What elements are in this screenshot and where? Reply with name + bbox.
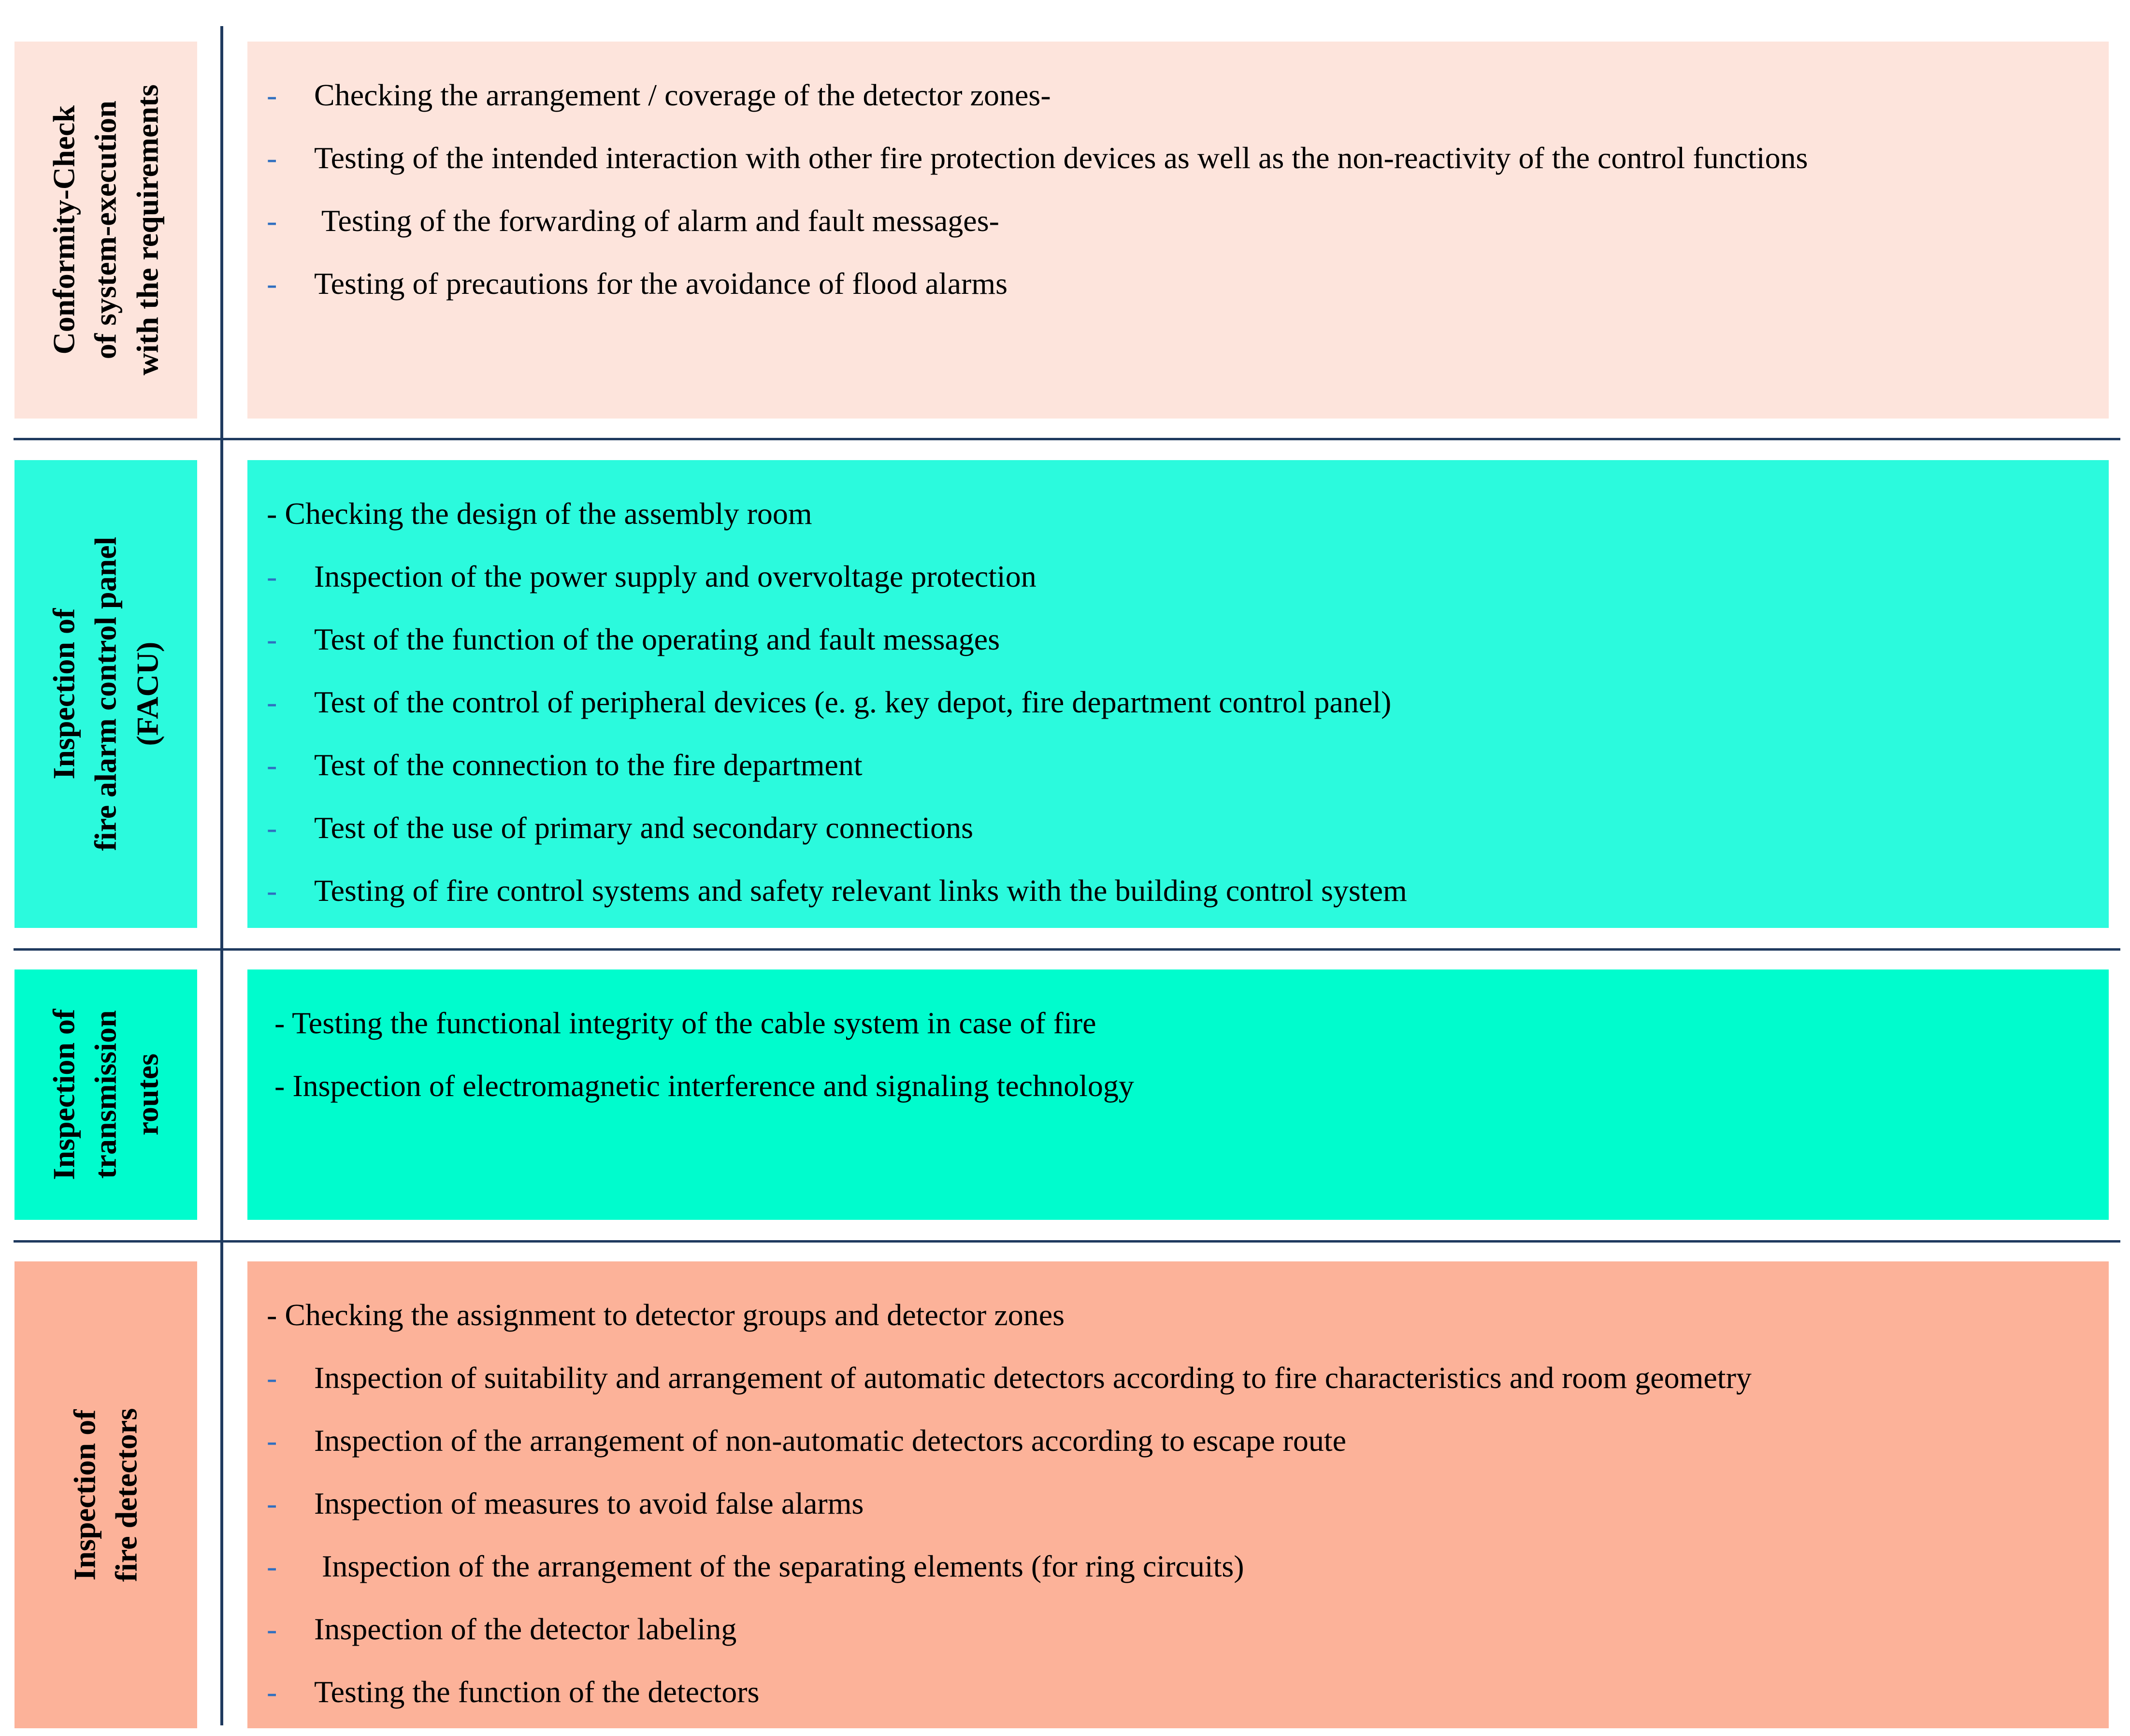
section-label xyxy=(43,85,168,376)
label-line: transmission xyxy=(88,1010,123,1179)
item-text: - Testing the functional integrity of the cable system in case of fire xyxy=(267,1006,1096,1040)
dash-bullet: - xyxy=(267,810,277,845)
list-item xyxy=(267,127,2089,189)
dash-bullet: - xyxy=(267,1549,277,1583)
list-item xyxy=(267,1598,2089,1661)
section-label-box xyxy=(14,969,197,1220)
list-item xyxy=(267,734,2089,796)
dash-bullet: - xyxy=(267,685,277,719)
list-item xyxy=(267,1409,2089,1472)
section-label xyxy=(43,1009,168,1180)
dash-bullet: - xyxy=(267,559,277,593)
item-text: Inspection of suitability and arrangement of automatic detectors according to fire characteristics and room geometry xyxy=(314,1360,1752,1395)
dash-bullet: - xyxy=(267,622,277,656)
vertical-divider xyxy=(220,26,223,1725)
item-text: Test of the control of peripheral devices (e. g. key depot, fire department control panel) xyxy=(314,685,1392,719)
section-label-box xyxy=(14,1261,197,1728)
dash-bullet: - xyxy=(267,78,277,112)
dash-bullet: - xyxy=(267,1360,277,1395)
item-list xyxy=(267,992,2089,1117)
list-item xyxy=(267,671,2089,734)
label-line: Inspection of xyxy=(46,608,81,780)
item-text: Checking the arrangement / coverage of the detector zones- xyxy=(314,78,1051,112)
item-text: - Inspection of electromagnetic interference and signaling technology xyxy=(267,1069,1134,1103)
item-list xyxy=(267,1284,2089,1723)
section-label-box xyxy=(14,42,197,419)
list-item xyxy=(267,992,2089,1055)
dash-bullet: - xyxy=(267,203,277,238)
item-text: - Checking the design of the assembly room xyxy=(267,496,812,531)
label-line: with the requirements xyxy=(130,84,165,376)
label-line: fire alarm control panel xyxy=(88,537,123,851)
dash-bullet: - xyxy=(267,1675,277,1709)
list-item xyxy=(267,608,2089,671)
dash-bullet: - xyxy=(267,1423,277,1458)
item-text: Testing of fire control systems and safety relevant links with the building control system xyxy=(314,873,1407,908)
section-divider-1 xyxy=(14,438,2120,440)
item-text: Test of the function of the operating and fault messages xyxy=(314,622,1000,656)
section-content-box xyxy=(247,460,2109,928)
item-list xyxy=(267,64,2089,315)
label-line: fire detectors xyxy=(109,1408,144,1582)
item-text: - Checking the assignment to detector groups and detector zones xyxy=(267,1298,1065,1332)
section-label xyxy=(43,537,168,851)
label-line: Conformity-Check xyxy=(46,105,81,355)
list-item xyxy=(267,859,2089,922)
list-item xyxy=(267,252,2089,315)
item-text: Testing of the forwarding of alarm and fault messages- xyxy=(314,203,999,238)
dash-bullet: - xyxy=(267,1612,277,1646)
list-item xyxy=(267,189,2089,252)
section-label xyxy=(64,1408,148,1582)
list-item xyxy=(267,1284,2089,1346)
section-content-box xyxy=(247,42,2109,419)
item-text: Testing the function of the detectors xyxy=(314,1675,760,1709)
label-line: Inspection of xyxy=(67,1409,102,1580)
list-item xyxy=(267,1535,2089,1598)
section-divider-2 xyxy=(14,948,2120,951)
label-line: Inspection of xyxy=(46,1009,81,1180)
list-item xyxy=(267,796,2089,859)
item-text: Test of the use of primary and secondary connections xyxy=(314,810,973,845)
item-text: Inspection of measures to avoid false alarms xyxy=(314,1486,864,1520)
item-text: Inspection of the detector labeling xyxy=(314,1612,737,1646)
list-item xyxy=(267,1055,2089,1117)
list-item xyxy=(267,1472,2089,1535)
label-line: of system-execution xyxy=(88,101,123,360)
list-item xyxy=(267,1661,2089,1723)
item-text: Inspection of the arrangement of non-automatic detectors according to escape route xyxy=(314,1423,1346,1458)
section-divider-3 xyxy=(14,1240,2120,1243)
item-text: Testing of the intended interaction with other fire protection devices as well as the non-reactivity of the control functions xyxy=(314,141,1808,175)
section-content-box xyxy=(247,1261,2109,1728)
list-item xyxy=(267,482,2089,545)
item-text: Inspection of the arrangement of the separating elements (for ring circuits) xyxy=(314,1549,1244,1583)
item-text: Test of the connection to the fire department xyxy=(314,748,863,782)
list-item xyxy=(267,545,2089,608)
section-content-box xyxy=(247,969,2109,1220)
dash-bullet: - xyxy=(267,141,277,175)
list-item xyxy=(267,64,2089,127)
dash-bullet: - xyxy=(267,748,277,782)
list-item xyxy=(267,1346,2089,1409)
dash-bullet: - xyxy=(267,266,277,301)
dash-bullet: - xyxy=(267,873,277,908)
item-text: Testing of precautions for the avoidance of flood alarms xyxy=(314,266,1008,301)
label-line: routes xyxy=(130,1054,165,1136)
label-line: (FACU) xyxy=(130,642,165,746)
item-list xyxy=(267,482,2089,922)
dash-bullet: - xyxy=(267,1486,277,1520)
section-label-box xyxy=(14,460,197,928)
item-text: Inspection of the power supply and overvoltage protection xyxy=(314,559,1036,593)
